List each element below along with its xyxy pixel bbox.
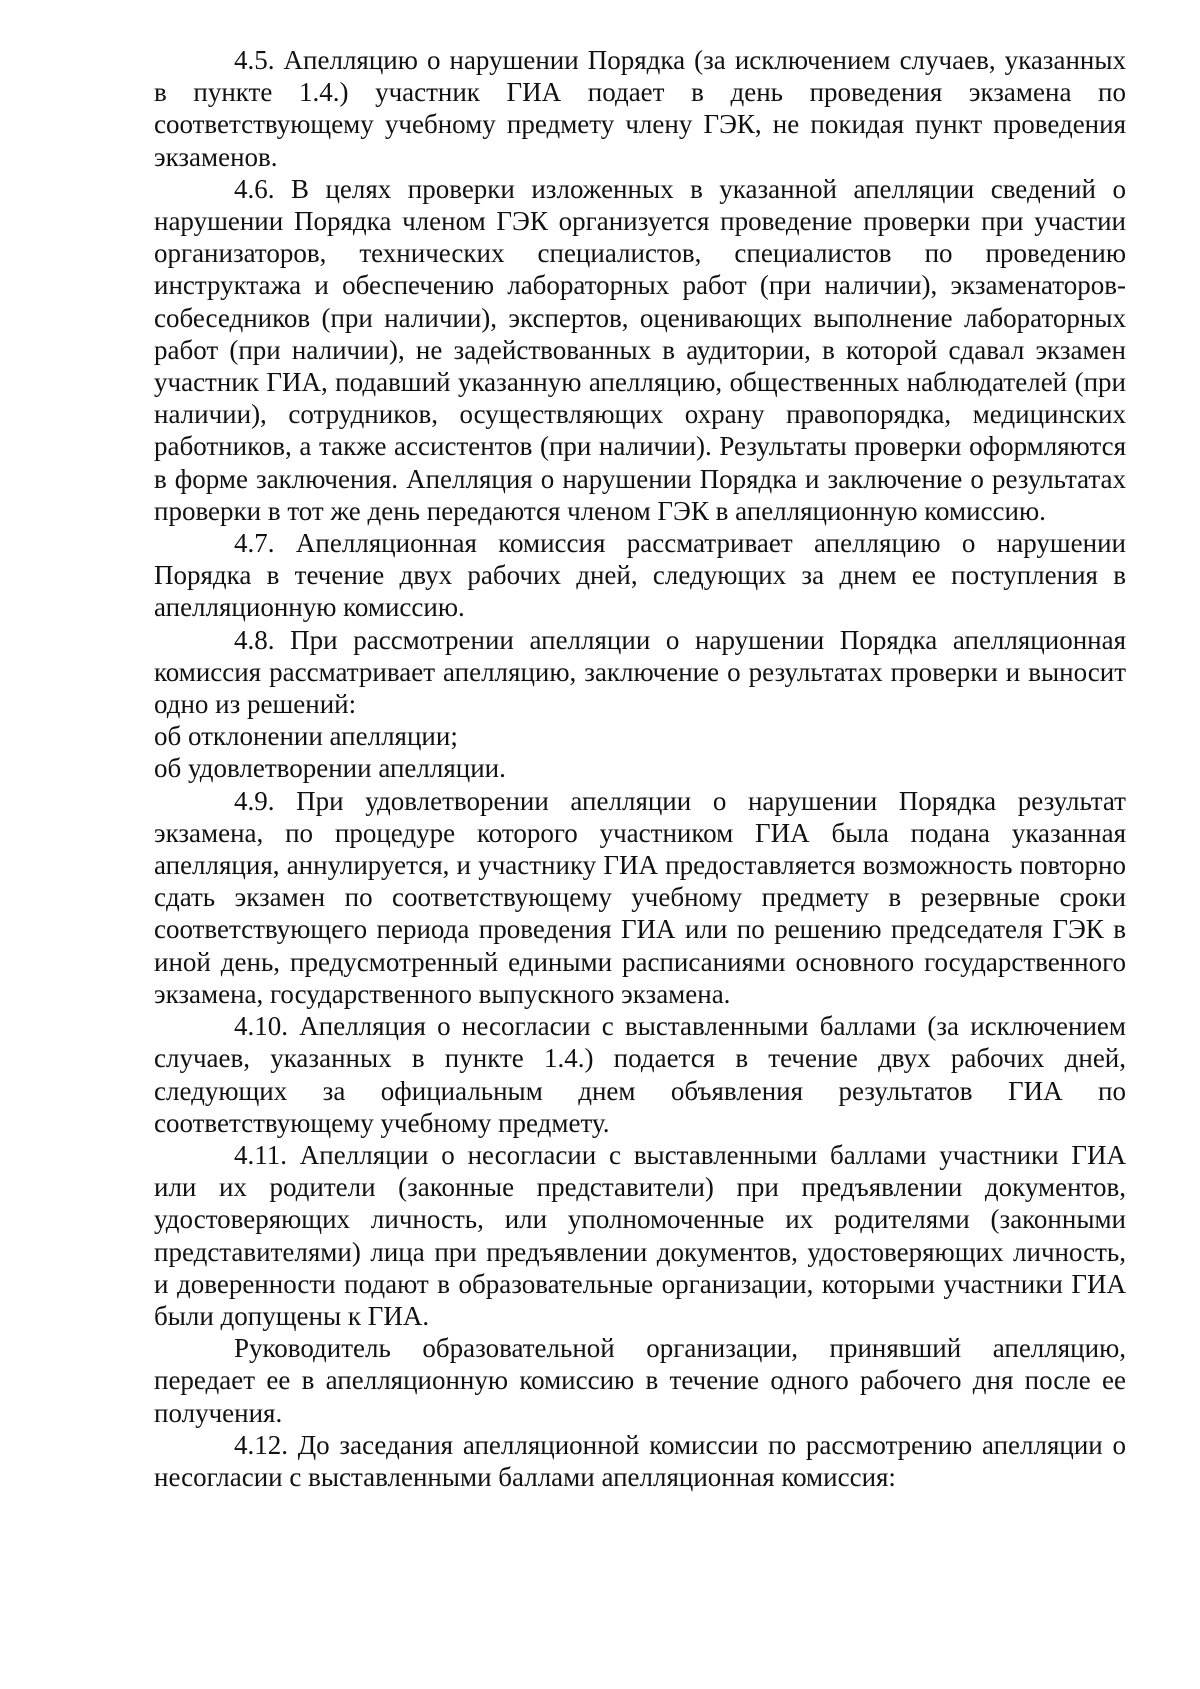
- document-page: [154, 44, 1126, 1493]
- paragraph-4-11: 4.11. Апелляции о несогласии с выставленными баллами участники ГИА или их родители (законные представители) при предъявлении документов, удостоверяющих личность, или уполномоченные их родителями (законными представителями) лица при предъявлении документов, удостоверяющих личность, и доверенности подают в образовательные организации, которыми участники ГИА были допущены к ГИА.: [154, 1139, 1126, 1331]
- decision-option-satisfy: об удовлетворении апелляции.: [154, 753, 506, 784]
- paragraph-4-12: 4.12. До заседания апелляционной комиссии по рассмотрению апелляции о несогласии с выставленными баллами апелляционная комиссия:: [154, 1429, 1126, 1492]
- paragraph-head-of-organization: Руководитель образовательной организации, принявший апелляцию, передает ее в апелляционную комиссию в течение одного рабочего дня после ее получения.: [154, 1333, 1126, 1428]
- paragraph-4-5: 4.5. Апелляцию о нарушении Порядка (за исключением случаев, указанных в пункте 1.4.) участник ГИА подает в день проведения экзамена по соответствующему учебному предмету члену ГЭК, не покидая пункт проведения экзаменов.: [154, 45, 1126, 172]
- paragraph-4-9: 4.9. При удовлетворении апелляции о нарушении Порядка результат экзамена, по процедуре которого участником ГИА была подана указанная апелляция, аннулируется, и участнику ГИА предоставляется возможность повторно сдать экзамен по соответствующему учебному предмету в резервные сроки соответствующего периода проведения ГИА или по решению председателя ГЭК в иной день, предусмотренный едиными расписаниями основного государственного экзамена, государственного выпускного экзамена.: [154, 785, 1126, 1009]
- paragraph-4-7: 4.7. Апелляционная комиссия рассматривает апелляцию о нарушении Порядка в течение двух рабочих дней, следующих за днем ее поступления в апелляционную комиссию.: [154, 528, 1126, 623]
- paragraph-4-8: 4.8. При рассмотрении апелляции о нарушении Порядка апелляционная комиссия рассматривает апелляцию, заключение о результатах проверки и выносит одно из решений:: [154, 624, 1126, 720]
- paragraph-4-6: 4.6. В целях проверки изложенных в указанной апелляции сведений о нарушении Порядка членом ГЭК организуется проведение проверки при участии организаторов, технических специалистов, специалистов по проведению инструктажа и обеспечению лабораторных работ (при наличии), экзаменаторов-собеседников (при наличии), экспертов, оценивающих выполнение лабораторных работ (при наличии), не задействованных в аудитории, в которой сдавал экзамен участник ГИА, подавший указанную апелляцию, общественных наблюдателей (при наличии), сотрудников, осуществляющих охрану правопорядка, медицинских работников, а также ассистентов (при наличии). Результаты проверки оформляются в форме заключения. Апелляция о нарушении Порядка и заключение о результатах проверки в тот же день передаются членом ГЭК в апелляционную комиссию.: [154, 173, 1126, 526]
- paragraph-4-10: 4.10. Апелляция о несогласии с выставленными баллами (за исключением случаев, указанных в пункте 1.4.) подается в течение двух рабочих дней, следующих за официальным днем объявления результатов ГИА по соответствующему учебному предмету.: [154, 1011, 1126, 1138]
- decision-option-reject: об отклонении апелляции;: [154, 721, 458, 752]
